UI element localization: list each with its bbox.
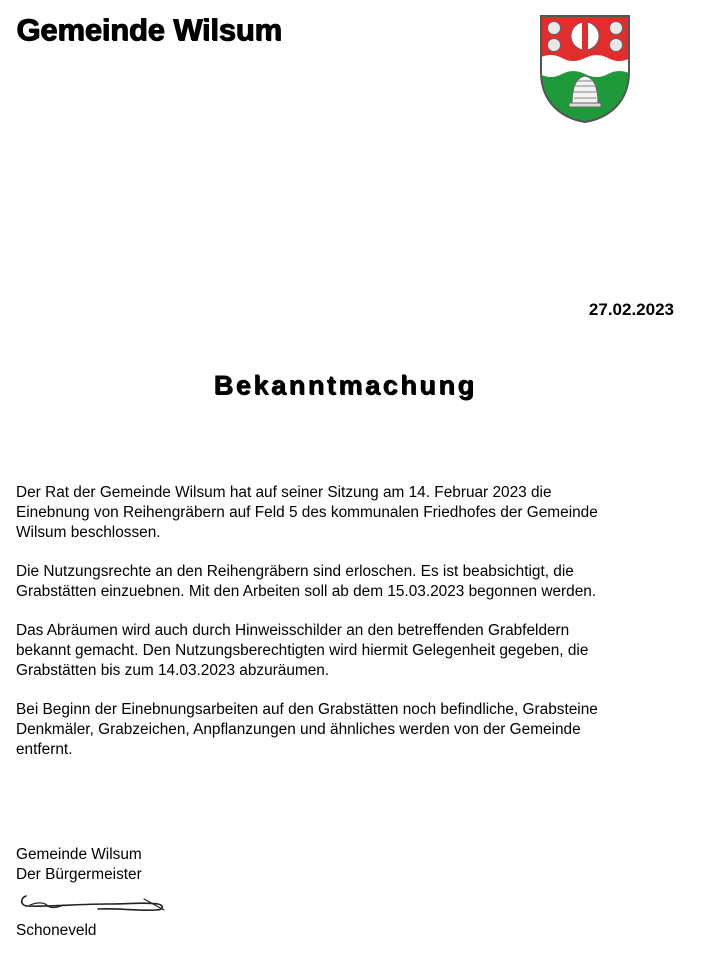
paragraph-1 xyxy=(16,483,674,543)
document-date: 27.02.2023 xyxy=(588,300,674,319)
paragraph-4 xyxy=(16,700,674,760)
signer-name: Schoneveld xyxy=(16,922,97,939)
closing-block xyxy=(16,845,142,885)
closing-organization: Gemeinde Wilsum xyxy=(16,846,142,863)
handwritten-signature-icon xyxy=(18,890,168,916)
document-body xyxy=(16,483,674,779)
organization-title: Gemeinde Wilsum xyxy=(16,12,282,47)
text-line: Das Abräumen wird auch durch Hinweisschilder an den betreffenden Grabfeldern xyxy=(16,622,570,639)
paragraph-2 xyxy=(16,562,674,602)
text-line: Der Rat der Gemeinde Wilsum hat auf seiner Sitzung am 14. Februar 2023 die xyxy=(16,484,552,501)
text-line: Wilsum beschlossen. xyxy=(16,524,161,541)
text-line: entfernt. xyxy=(16,741,73,758)
text-line: Grabstätten einzuebnen. Mit den Arbeiten soll ab dem 15.03.2023 begonnen werden. xyxy=(16,583,597,600)
text-line: Bei Beginn der Einebnungsarbeiten auf den Grabstätten noch befindliche, Grabsteine xyxy=(16,701,598,718)
text-line: bekannt gemacht. Den Nutzungsberechtigten wird hiermit Gelegenheit gegeben, die xyxy=(16,642,589,659)
text-line: Einebnung von Reihengräbern auf Feld 5 des kommunalen Friedhofes der Gemeinde xyxy=(16,504,598,521)
paragraph-3 xyxy=(16,621,674,681)
coat-of-arms-icon xyxy=(539,14,631,124)
text-line: Die Nutzungsrechte an den Reihengräbern sind erloschen. Es ist beabsichtigt, die xyxy=(16,563,574,580)
text-line: Grabstätten bis zum 14.03.2023 abzuräumen. xyxy=(16,662,330,679)
closing-role: Der Bürgermeister xyxy=(16,866,142,883)
document-heading: Bekanntmachung xyxy=(213,370,477,400)
text-line: Denkmäler, Grabzeichen, Anpflanzungen und ähnliches werden von der Gemeinde xyxy=(16,721,581,738)
